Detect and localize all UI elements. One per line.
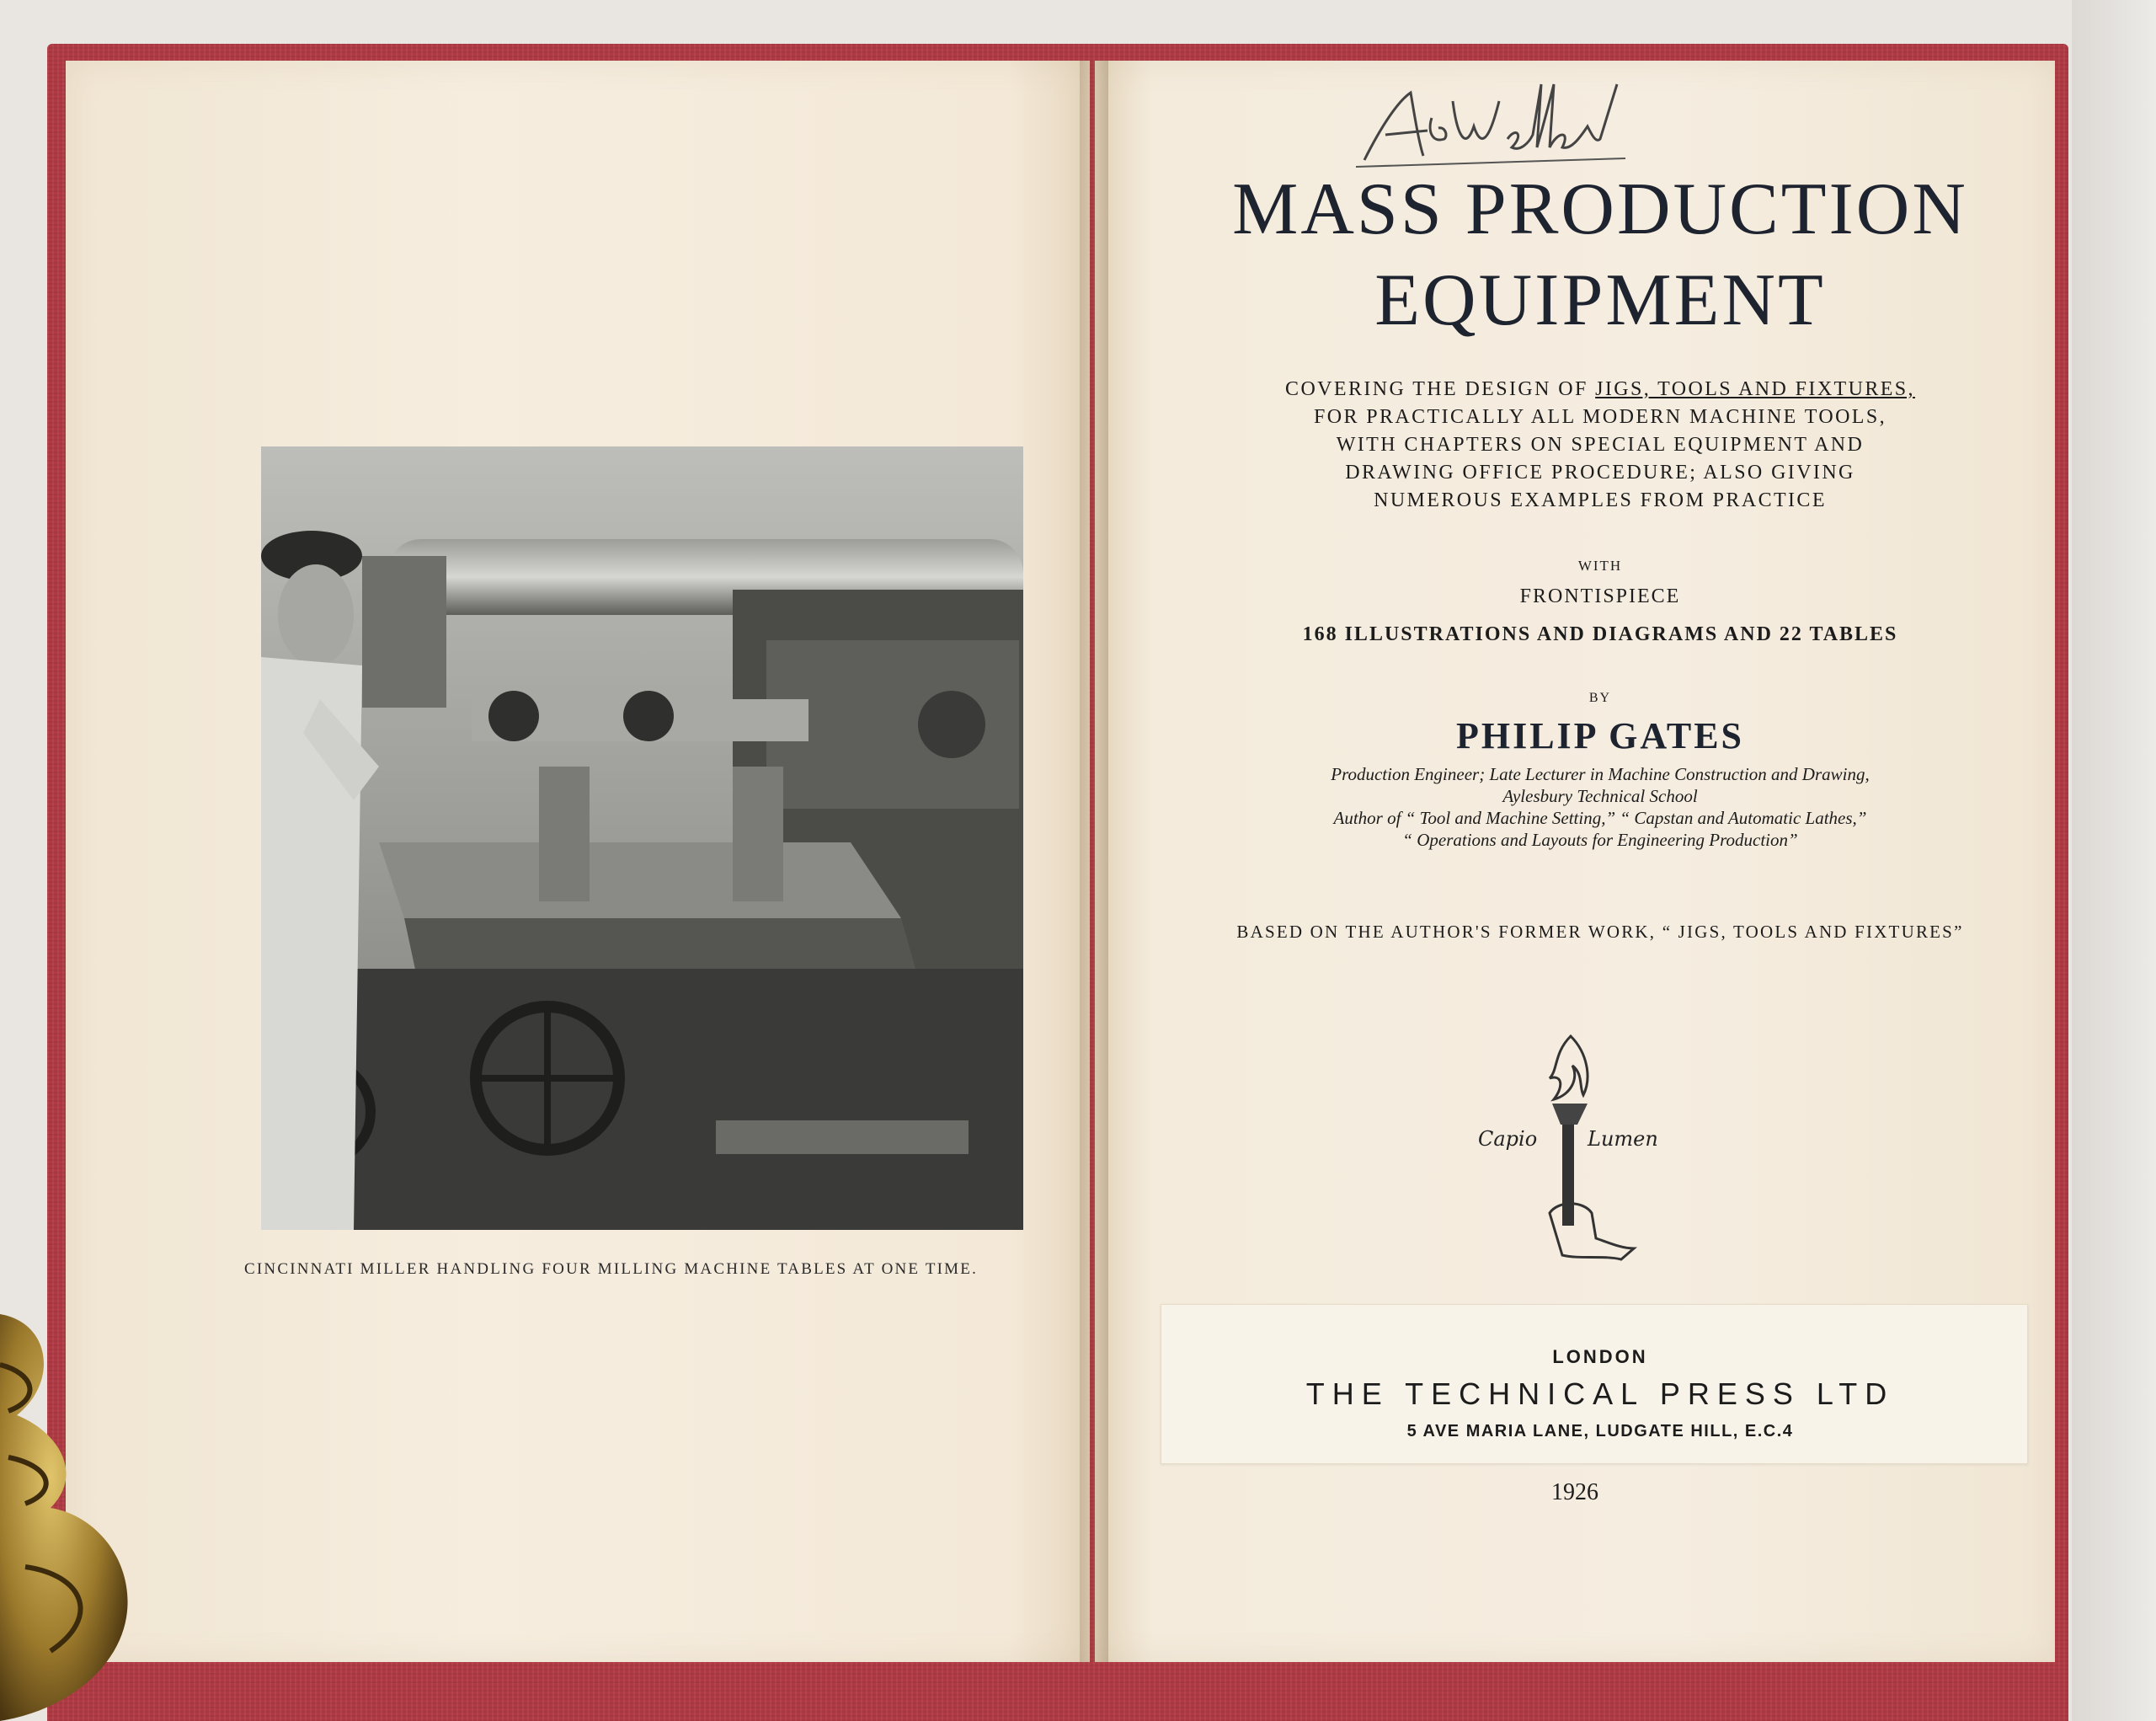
description-line-4: DRAWING OFFICE PROCEDURE; ALSO GIVING xyxy=(1345,462,1855,484)
illustrations-count: 168 ILLUSTRATIONS AND DIAGRAMS AND 22 TABLES xyxy=(1302,623,1898,645)
brass-bookend xyxy=(0,1314,152,1721)
author-name: PHILIP GATES xyxy=(1455,715,1745,756)
emblem-motto-right: Lumen xyxy=(1588,1127,1658,1151)
emblem-motto-left: Capio xyxy=(1478,1127,1538,1151)
description-line-3: WITH CHAPTERS ON SPECIAL EQUIPMENT AND xyxy=(1336,434,1865,456)
frontispiece-photo xyxy=(261,446,1023,1230)
publication-year: 1926 xyxy=(1551,1479,1598,1505)
based-on-note: BASED ON THE AUTHOR'S FORMER WORK, “ JIGS, TOOLS AND FIXTURES” xyxy=(1236,922,1964,942)
publisher-city: LONDON xyxy=(1552,1346,1648,1367)
frontispiece-label: FRONTISPIECE xyxy=(1519,585,1681,607)
book-gutter xyxy=(1080,61,1108,1662)
photo-caption: CINCINNATI MILLER HANDLING FOUR MILLING MACHINE TABLES AT ONE TIME. xyxy=(244,1260,979,1278)
book-title-line-2: EQUIPMENT xyxy=(1374,259,1826,341)
author-credentials xyxy=(1196,763,2004,851)
credential-line-1: Production Engineer; Late Lecturer in Machine Construction and Drawing, xyxy=(1331,764,1870,784)
subtitle-description xyxy=(1179,376,2021,515)
with-label: WITH xyxy=(1577,558,1623,574)
publisher-address: 5 AVE MARIA LANE, LUDGATE HILL, E.C.4 xyxy=(1406,1422,1794,1440)
description-line-2: FOR PRACTICALLY ALL MODERN MACHINE TOOLS, xyxy=(1313,406,1887,428)
description-underlined-phrase: JIGS, TOOLS AND FIXTURES, xyxy=(1595,378,1915,400)
credential-line-4: “ Operations and Layouts for Engineering Production” xyxy=(1402,830,1798,850)
credential-line-2: Aylesbury Technical School xyxy=(1502,786,1698,806)
description-line-1-pre: COVERING THE DESIGN OF xyxy=(1285,378,1596,400)
torch-emblem-icon xyxy=(1470,1028,1663,1280)
background-surface xyxy=(2072,0,2156,1721)
description-line-1 xyxy=(1179,376,2021,404)
book-title-line-1: MASS PRODUCTION xyxy=(1232,168,1968,250)
handwritten-signature xyxy=(1348,67,1684,177)
by-label: BY xyxy=(1588,691,1612,705)
description-line-5: NUMEROUS EXAMPLES FROM PRACTICE xyxy=(1374,489,1827,511)
publisher-name: THE TECHNICAL PRESS LTD xyxy=(1305,1376,1895,1411)
credential-line-3: Author of “ Tool and Machine Setting,” “ Capstan and Automatic Lathes,” xyxy=(1333,808,1867,828)
